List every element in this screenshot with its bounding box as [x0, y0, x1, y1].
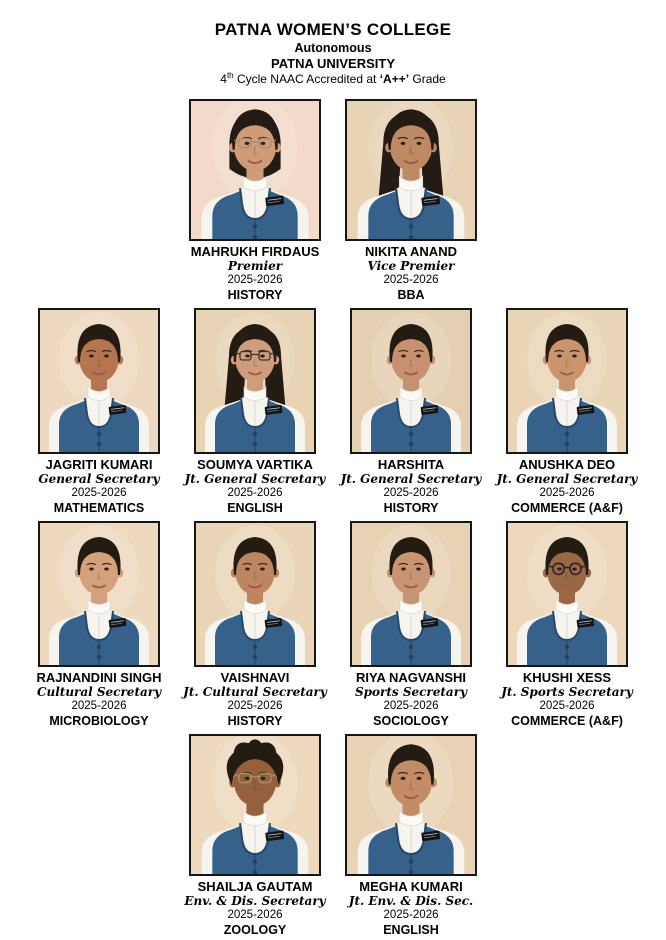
member-year: 2025-2026 [539, 486, 595, 499]
member-photo [506, 521, 628, 667]
member-subject: COMMERCE (A&F) [511, 713, 623, 728]
member-year: 2025-2026 [383, 274, 439, 287]
member-card [28, 521, 170, 728]
member-card [340, 308, 482, 515]
member-card [28, 308, 170, 515]
member-photo [506, 308, 628, 454]
portrait-student-uniform-illustration [347, 101, 475, 239]
naac-grade: ‘A++’ [379, 72, 410, 87]
member-title: Env. & Dis. Secretary [184, 893, 326, 908]
member-year: 2025-2026 [227, 699, 283, 712]
member-name: JAGRITI KUMARI [45, 457, 153, 473]
member-title: Cultural Secretary [36, 685, 162, 700]
member-card [184, 521, 326, 728]
member-title: Jt. General Secretary [184, 472, 326, 487]
member-card [184, 734, 326, 937]
member-title: General Secretary [38, 472, 160, 487]
member-photo [38, 521, 160, 667]
member-subject: BBA [397, 287, 425, 302]
member-name: MEGHA KUMARI [359, 879, 463, 894]
member-name: MAHRUKH FIRDAUS [190, 244, 320, 260]
member-photo [189, 99, 321, 241]
member-year: 2025-2026 [71, 699, 127, 712]
portrait-student-uniform-illustration [191, 101, 319, 239]
member-photo [345, 734, 477, 876]
member-card [184, 99, 326, 302]
member-row [0, 734, 666, 937]
member-photo [194, 521, 316, 667]
member-year: 2025-2026 [71, 486, 127, 499]
member-subject: HISTORY [227, 713, 283, 728]
portrait-student-uniform-illustration [196, 523, 314, 665]
member-subject: COMMERCE (A&F) [511, 500, 623, 515]
naac-mid: Cycle NAAC Accredited at [233, 72, 380, 87]
portrait-student-uniform-illustration [191, 736, 319, 874]
portrait-student-uniform-illustration [508, 310, 626, 452]
member-year: 2025-2026 [383, 699, 439, 712]
member-card [340, 734, 482, 937]
university-name: PATNA UNIVERSITY [271, 55, 395, 71]
portrait-student-uniform-illustration [347, 736, 475, 874]
member-year: 2025-2026 [227, 486, 283, 499]
portrait-student-uniform-illustration [40, 523, 158, 665]
member-subject: ZOOLOGY [223, 922, 287, 937]
accreditation-line [0, 72, 666, 86]
member-name: NIKITA ANAND [365, 244, 457, 260]
member-year: 2025-2026 [383, 908, 439, 921]
member-row [0, 521, 666, 728]
portrait-student-uniform-illustration [40, 310, 158, 452]
naac-ordinal: th [226, 71, 234, 81]
member-year: 2025-2026 [227, 274, 283, 287]
autonomous-label: Autonomous [294, 41, 372, 56]
member-name: KHUSHI XESS [522, 670, 612, 686]
member-subject: ENGLISH [383, 922, 439, 937]
member-name: VAISHNAVI [220, 670, 290, 686]
member-title: Sports Secretary [354, 685, 468, 700]
member-title: Jt. General Secretary [496, 472, 638, 487]
member-title: Jt. Cultural Secretary [183, 685, 327, 700]
member-title: Premier [227, 259, 283, 274]
member-name: ANUSHKA DEO [518, 457, 616, 473]
member-title: Vice Premier [367, 259, 455, 274]
member-row [0, 308, 666, 515]
member-title: Jt. Sports Secretary [501, 685, 633, 700]
member-photo [189, 734, 321, 876]
naac-suffix: Grade [409, 72, 446, 87]
college-name: PATNA WOMEN’S COLLEGE [214, 20, 452, 39]
member-name: RAJNANDINI SINGH [36, 670, 162, 686]
member-subject: HISTORY [383, 500, 439, 515]
member-card [340, 521, 482, 728]
member-name: HARSHITA [377, 457, 445, 473]
member-year: 2025-2026 [383, 486, 439, 499]
member-card [496, 308, 638, 515]
member-year: 2025-2026 [539, 699, 595, 712]
member-subject: HISTORY [227, 287, 283, 302]
member-name: RIYA NAGVANSHI [355, 670, 467, 686]
member-photo [350, 521, 472, 667]
member-photo [38, 308, 160, 454]
member-row [0, 99, 666, 302]
member-name: SOUMYA VARTIKA [197, 457, 313, 473]
member-photo [194, 308, 316, 454]
document-header [0, 20, 666, 86]
naac-prefix: 4 [220, 72, 227, 87]
member-photo [345, 99, 477, 241]
member-subject: ENGLISH [227, 500, 283, 515]
member-title: Jt. General Secretary [340, 472, 482, 487]
member-year: 2025-2026 [227, 908, 283, 921]
member-photo [350, 308, 472, 454]
member-card [340, 99, 482, 302]
portrait-student-uniform-illustration [196, 310, 314, 452]
portrait-student-uniform-illustration [508, 523, 626, 665]
member-title: Jt. Env. & Dis. Sec. [348, 893, 474, 908]
member-subject: MICROBIOLOGY [49, 713, 149, 728]
members-grid [0, 99, 666, 937]
member-subject: SOCIOLOGY [373, 713, 449, 728]
portrait-student-uniform-illustration [352, 523, 470, 665]
member-subject: MATHEMATICS [53, 500, 145, 515]
portrait-student-uniform-illustration [352, 310, 470, 452]
member-name: SHAILJA GAUTAM [197, 879, 313, 894]
member-card [496, 521, 638, 728]
member-card [184, 308, 326, 515]
